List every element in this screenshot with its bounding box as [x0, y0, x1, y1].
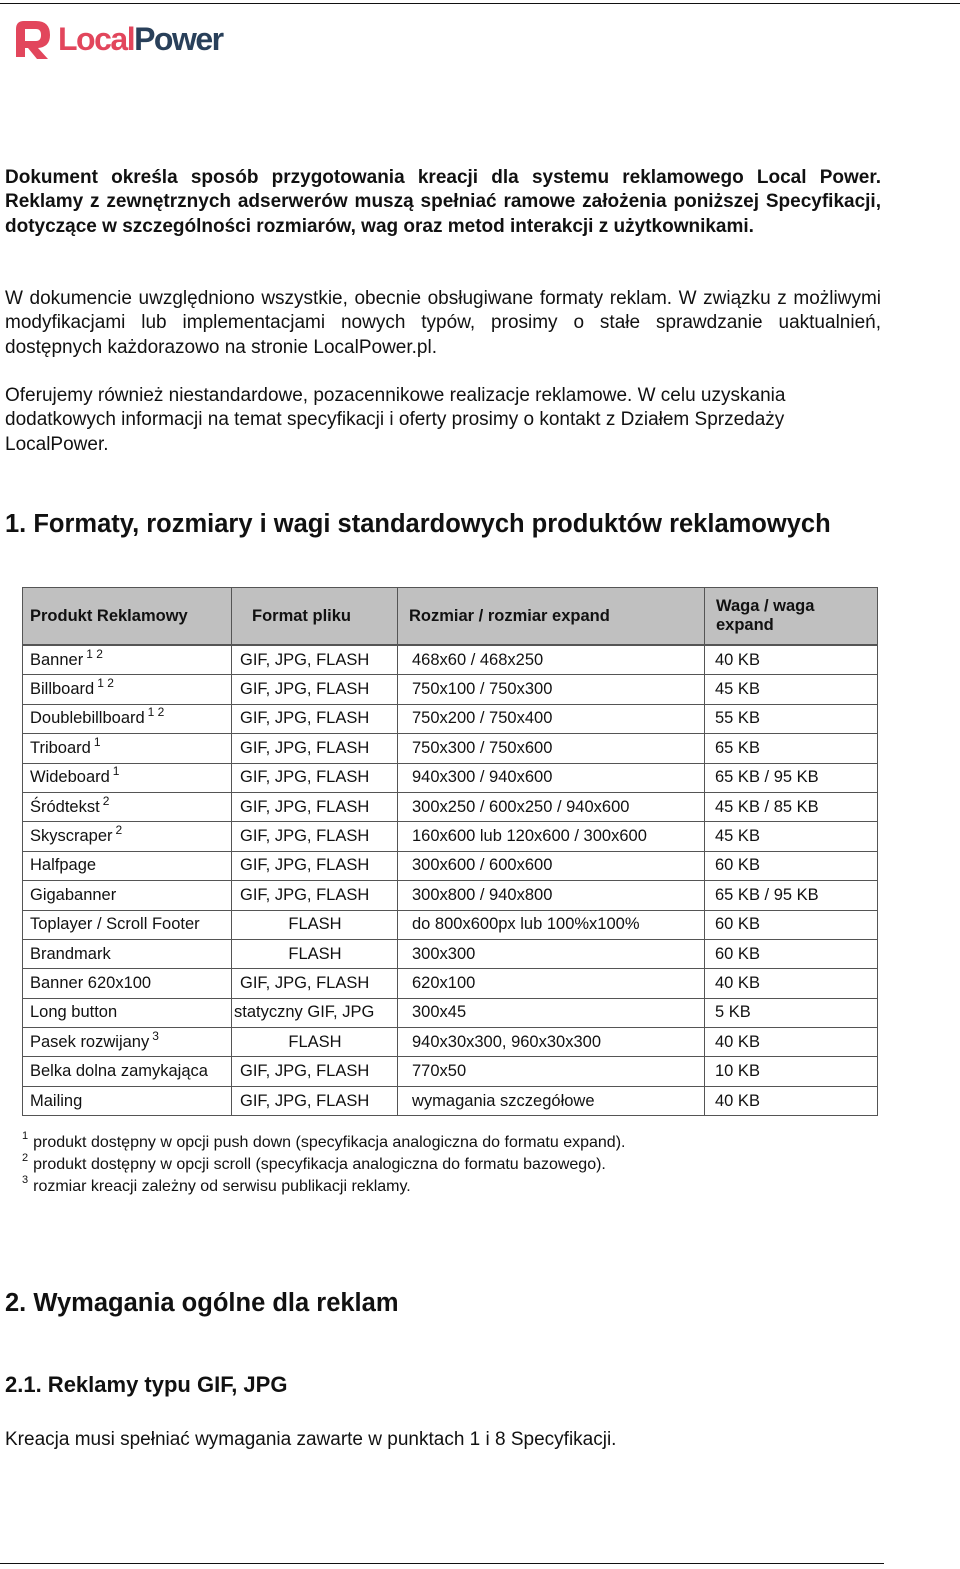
product-name: Pasek rozwijany [30, 1032, 150, 1051]
cell-size: 750x300 / 750x600 [398, 734, 705, 763]
cell-weight: 45 KB / 85 KB [705, 792, 878, 821]
cell-size: wymagania szczegółowe [398, 1086, 705, 1115]
cell-size: 940x300 / 940x600 [398, 763, 705, 792]
cell-format: GIF, JPG, FLASH [232, 851, 398, 880]
table-row [23, 734, 878, 763]
product-name: Mailing [30, 1091, 83, 1110]
cell-weight: 60 KB [705, 851, 878, 880]
brand-local: Local [58, 21, 135, 57]
spec-table [22, 587, 878, 1116]
cell-format: GIF, JPG, FLASH [232, 763, 398, 792]
cell-weight: 65 KB / 95 KB [705, 881, 878, 910]
cell-product [23, 704, 232, 733]
cell-product [23, 998, 232, 1027]
cell-size: 468x60 / 468x250 [398, 646, 705, 675]
product-footnote-ref: 1 2 [97, 676, 114, 691]
cell-product [23, 1086, 232, 1115]
product-name: Doublebillboard [30, 709, 145, 728]
cell-size: 750x100 / 750x300 [398, 675, 705, 704]
table-row [23, 851, 878, 880]
cell-weight: 40 KB [705, 646, 878, 675]
footnote-mark: 2 [22, 1152, 29, 1164]
cell-weight: 65 KB / 95 KB [705, 763, 878, 792]
section-2-title: 2. Wymagania ogólne dla reklam [5, 1289, 399, 1317]
cell-weight: 40 KB [705, 1086, 878, 1115]
product-name: Banner 620x100 [30, 973, 152, 992]
table-row [23, 1057, 878, 1086]
cell-size: 940x30x300, 960x30x300 [398, 1028, 705, 1057]
cell-weight: 40 KB [705, 1028, 878, 1057]
cell-product [23, 675, 232, 704]
product-footnote-ref: 2 [115, 823, 123, 838]
section-2-1-title: 2.1. Reklamy typu GIF, JPG [5, 1372, 288, 1397]
cell-size: 300x300 [398, 939, 705, 968]
cell-weight: 65 KB [705, 734, 878, 763]
cell-size: 620x100 [398, 969, 705, 998]
header-size: Rozmiar / rozmiar expand [398, 588, 705, 645]
product-name: Skyscraper [30, 827, 113, 846]
footnote-1 [22, 1132, 625, 1154]
cell-format: statyczny GIF, JPG [232, 998, 398, 1027]
cell-weight: 55 KB [705, 704, 878, 733]
cell-size: 300x250 / 600x250 / 940x600 [398, 792, 705, 821]
table-row [23, 763, 878, 792]
cell-weight: 45 KB [705, 675, 878, 704]
cell-size: do 800x600px lub 100%x100% [398, 910, 705, 939]
cell-weight: 60 KB [705, 910, 878, 939]
cell-format: GIF, JPG, FLASH [232, 881, 398, 910]
cell-product [23, 851, 232, 880]
cell-format: GIF, JPG, FLASH [232, 734, 398, 763]
footnote-3 [22, 1176, 625, 1198]
cell-format: GIF, JPG, FLASH [232, 1086, 398, 1115]
cell-format: GIF, JPG, FLASH [232, 646, 398, 675]
product-name: Long button [30, 1003, 118, 1022]
cell-product [23, 910, 232, 939]
cell-format: GIF, JPG, FLASH [232, 792, 398, 821]
cell-product [23, 969, 232, 998]
product-name: Banner [30, 650, 84, 669]
brand-wordmark [58, 23, 223, 55]
table-header-row [23, 588, 878, 645]
table-row [23, 646, 878, 675]
cell-format: GIF, JPG, FLASH [232, 969, 398, 998]
cell-format: FLASH [232, 910, 398, 939]
table-row [23, 822, 878, 851]
intro-paragraph-1: Dokument określa sposób przygotowania kreacji dla systemu reklamowego Local Power. Reklamy z zewnętrznych adserwerów muszą spełniać ramowe założenia poniższej Specyfikacji, dotyczące w szczególności rozmiarów, wag oraz metod interakcji z użytkownikami. [5, 167, 881, 237]
cell-weight: 5 KB [705, 998, 878, 1027]
brand-power: Power [134, 21, 223, 57]
table-body [23, 646, 878, 1116]
header-weight: Waga / waga expand [705, 588, 878, 645]
cell-size: 300x800 / 940x800 [398, 881, 705, 910]
intro-paragraph-3: Oferujemy również niestandardowe, pozacennikowe realizacje reklamowe. W celu uzyskania dodatkowych informacji na temat specyfikacji i oferty prosimy o kontakt z Działem Sprzedaży LocalPower. [5, 385, 786, 455]
product-name: Billboard [30, 680, 95, 699]
footnotes [22, 1132, 625, 1198]
header-product: Produkt Reklamowy [23, 588, 232, 645]
cell-product [23, 939, 232, 968]
cell-format: FLASH [232, 939, 398, 968]
product-name: Śródtekst [30, 797, 100, 816]
product-footnote-ref: 1 2 [147, 705, 165, 720]
top-rule [0, 3, 960, 4]
bottom-rule [0, 1563, 884, 1564]
footnote-2 [22, 1154, 625, 1176]
cell-size: 160x600 lub 120x600 / 300x600 [398, 822, 705, 851]
product-name: Gigabanner [30, 885, 117, 904]
section-2-1-text: Kreacja musi spełniać wymagania zawarte w punktach 1 i 8 Specyfikacji. [5, 1429, 617, 1450]
cell-size: 300x45 [398, 998, 705, 1027]
table-row [23, 675, 878, 704]
table-row [23, 881, 878, 910]
cell-product [23, 881, 232, 910]
product-footnote-ref: 3 [152, 1028, 159, 1043]
product-footnote-ref: 1 [112, 764, 120, 779]
cell-product [23, 1057, 232, 1086]
cell-weight: 40 KB [705, 969, 878, 998]
cell-product [23, 763, 232, 792]
product-name: Belka dolna zamykająca [30, 1062, 208, 1081]
cell-product [23, 1028, 232, 1057]
cell-weight: 60 KB [705, 939, 878, 968]
cell-format: GIF, JPG, FLASH [232, 704, 398, 733]
cell-size: 300x600 / 600x600 [398, 851, 705, 880]
intro-paragraph-2: W dokumencie uwzględniono wszystkie, obecnie obsługiwane formaty reklam. W związku z możliwymi modyfikacjami lub implementacjami nowych typów, prosimy o stałe sprawdzanie uaktualnień, dostępnych każdorazowo na stronie LocalPower.pl. [5, 288, 881, 358]
footnote-mark: 3 [22, 1174, 29, 1186]
cell-format: FLASH [232, 1028, 398, 1057]
product-footnote-ref: 1 2 [86, 646, 103, 661]
footnote-text: rozmiar kreacji zależny od serwisu publikacji reklamy. [33, 1178, 411, 1195]
cell-format: GIF, JPG, FLASH [232, 1057, 398, 1086]
product-name: Triboard [30, 738, 91, 757]
product-name: Toplayer / Scroll Footer [30, 915, 200, 934]
table-row [23, 939, 878, 968]
cell-weight: 45 KB [705, 822, 878, 851]
cell-format: GIF, JPG, FLASH [232, 675, 398, 704]
cell-size: 750x200 / 750x400 [398, 704, 705, 733]
table-row [23, 1028, 878, 1057]
localpower-r-logo-icon [10, 17, 54, 61]
footnote-text: produkt dostępny w opcji scroll (specyfikacja analogiczna do formatu bazowego). [33, 1156, 606, 1173]
cell-product [23, 792, 232, 821]
table-row [23, 910, 878, 939]
table-row [23, 792, 878, 821]
brand-logo [10, 16, 223, 62]
footnote-mark: 1 [22, 1130, 29, 1142]
section-1-title: 1. Formaty, rozmiary i wagi standardowych produktów reklamowych [5, 510, 831, 538]
cell-weight: 10 KB [705, 1057, 878, 1086]
product-name: Wideboard [30, 768, 110, 787]
table-row [23, 998, 878, 1027]
product-name: Brandmark [30, 944, 111, 963]
product-footnote-ref: 1 [93, 734, 101, 749]
table-row [23, 1086, 878, 1115]
table-row [23, 969, 878, 998]
header-format: Format pliku [232, 588, 398, 645]
table-row [23, 704, 878, 733]
product-footnote-ref: 2 [102, 793, 110, 808]
cell-format: GIF, JPG, FLASH [232, 822, 398, 851]
footnote-text: produkt dostępny w opcji push down (specyfikacja analogiczna do formatu expand). [33, 1134, 626, 1151]
cell-product [23, 734, 232, 763]
cell-size: 770x50 [398, 1057, 705, 1086]
cell-product [23, 646, 232, 675]
product-name: Halfpage [30, 856, 97, 875]
cell-product [23, 822, 232, 851]
